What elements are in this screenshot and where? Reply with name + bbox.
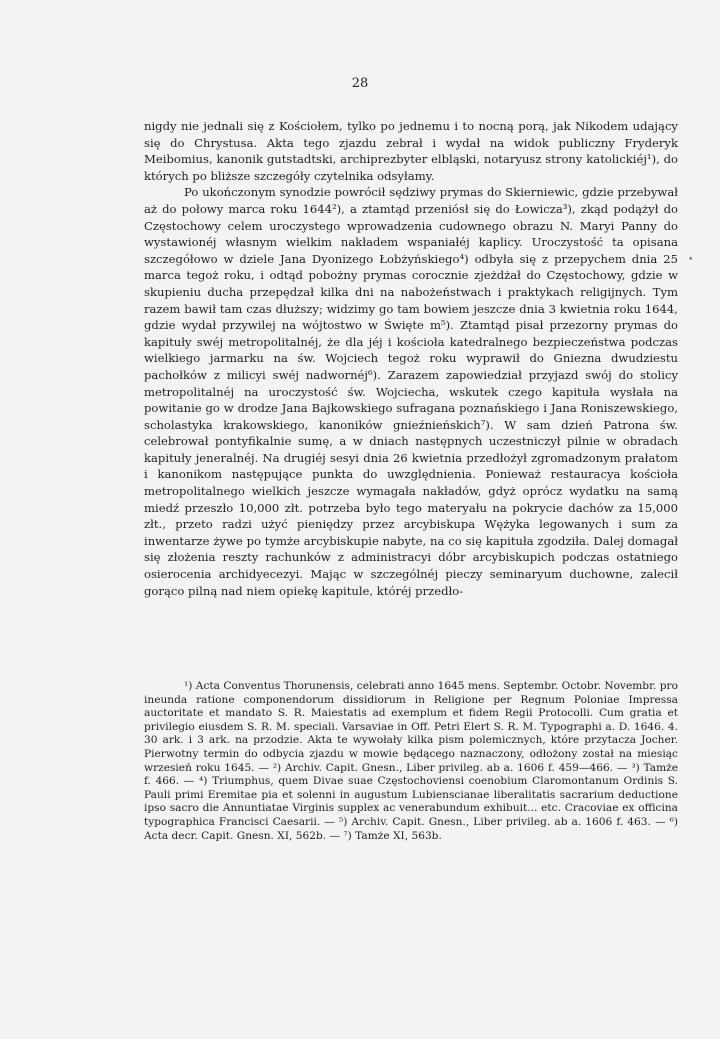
footnote-text: ¹) Acta Conventus Thorunensis, celebrati anno 1645 mens. Septembr. Octobr. Novembr. pro ineunda ratione componendorum dissidiorum in Religione per Regnum Poloniae Impressa auctoritate et mandato S. R. Maiestatis ad exemplum et fidem Regii Protocolli. Cum gratia et privilegio eiusdem S. R. M. speciali. Varsaviae in Off. Petri Elert S. R. M. Typographi a. D. 1646. 4. 30 ark. i 3 ark. na przodzie. Akta te wywołały kilka pism polemicznych, które przytacza Jocher. Pierwotny termin do odbycia zjazdu w mowie będącego naznaczony, odłożony został na miesiąc wrzesień roku 1645. — ²) Archiv. Capit. Gnesn., Liber privileg. ab a. 1606 f. 459—466. — ³) Tamże f. 466. — ⁴) Triumphus, quem Divae suae Częstochoviensi coenobium Claromontanum Ordinis S. Pauli primi Eremitae pia et solenni in augustum Lubienscianae liberalitatis sacrarium deductione ipso sacro die Annuntiatae Virginis supplex ac venerabundum exhibuit... etc. Cracoviae ex officina typographica Francisci Caesarii. — ⁵) Archiv. Capit. Gnesn., Liber privileg. ab a. 1606 f. 463. — ⁶) Acta decr. Capit. Gnesn. XI, 562b. — ⁷) Tamże XI, 563b. (144, 680, 678, 842)
paragraph: Po ukończonym synodzie powrócił sędziwy prymas do Skierniewic, gdzie przebywał aż do połowy marca roku 1644²), a ztamtąd przeniósł się do Łowicza³), zkąd podążył do Częstochowy celem uroczystego wprowadzenia cudownego obrazu N. Maryi Panny do wystawionéj własnym wielkim nakładem wspaniałéj kaplicy. Uroczystość ta opisana szczegółowo w dziele Jana Dyonizego Łobżyńskiego⁴) odbyła się z przepychem dnia 25 marca tegoż roku, i odtąd pobożny prymas corocznie zjeżdżał do Częstochowy, gdzie w skupieniu ducha przepędzał kilka dni na nabożeństwach i praktykach religijnych. Tym razem bawił tam czas dłuższy; widzimy go tam bowiem jeszcze dnia 3 kwietnia roku 1644, gdzie wydał przywilej na wójtostwo w Święte m⁵). Ztamtąd pisał przezorny prymas do kapituły swéj metropolitalnéj, że dla jéj i kościoła katedralnego bezpieczeństwa podczas wielkiego jarmarku na św. Wojciech tegoż roku wyprawił do Gniezna dwudziestu pachołków z milicyi swéj nadwornéj⁶). Zarazem zapowiedział przyjazd swój do stolicy metropolitalnéj na uroczystość św. Wojciecha, wskutek czego kapituła wysłała na powitanie go w drodze Jana Bajkowskiego sufragana poznańskiego i Jana Roniszewskiego, scholastyka krakowskiego, kanoników gnieźnieńskich⁷). W sam dzień Patrona św. celebrował pontyfikalnie sumę, a w dniach następnych uczestniczył pilnie w obradach kapituły jeneralnéj. Na drugiéj sesyi dnia 26 kwietnia przedłożył zgromadzonym prałatom i kanonikom następujące punkta do uwzględnienia. Ponieważ restauracya kościoła metropolitalnego wielkich jeszcze wymagała nakładów, gdyż oprócz wydatku na samą miedź przeszło 10,000 złt. potrzeba było tego materyału na pokrycie dachów za 15,000 złt., przeto radzi użyć pieniędzy przez arcybiskupa Wężyka legowanych i sum za inwentarze żywe po tymże arcybiskupie nabyte, na co się kapituła zgodziła. Dalej domagał się złożenia reszty rachunków z administracyi dóbr arcybiskupich podczas ostatniego osierocenia archidyecezyi. Mając w szczególnéj pieczy seminaryum duchowne, zalecił gorąco pilną nad niem opiekę kapitule, któréj przedło- (144, 185, 678, 598)
page-number: 28 (351, 76, 369, 91)
main-text (144, 118, 678, 599)
margin-mark: • (688, 255, 694, 265)
footnotes (144, 680, 678, 843)
paragraph: nigdy nie jednali się z Kościołem, tylko po jednemu i to nocną porą, jak Nikodem udający się do Chrystusa. Akta tego zjazdu zebrał i wydał na widok publiczny Fryderyk Meibomius, kanonik gutstadtski, archiprezbyter elbląski, notaryusz strony katolickiéj¹), do których po bliższe szczegóły czytelnika odsyłamy. (144, 119, 678, 183)
